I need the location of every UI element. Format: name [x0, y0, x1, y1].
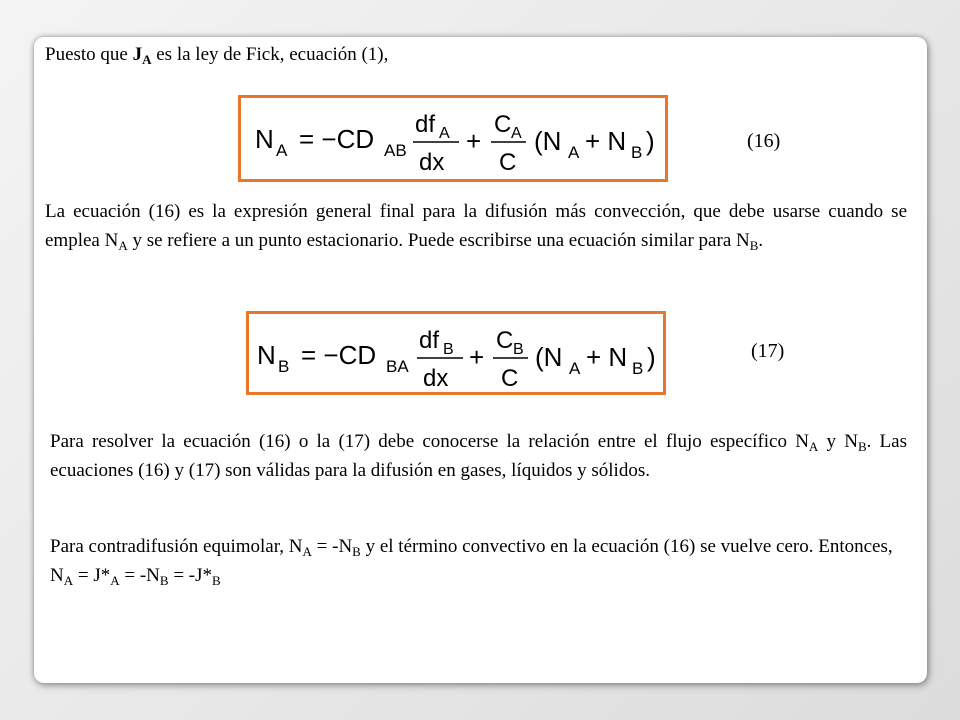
- eq17-frac1-num-sub: B: [443, 341, 454, 358]
- eq17-n2-sub: B: [632, 359, 644, 378]
- eq16-lhs: N: [255, 124, 274, 154]
- eq17-paren-close: ): [647, 342, 656, 372]
- eq17-lhs: N: [257, 340, 276, 370]
- eq16-n1-sub: A: [568, 143, 580, 162]
- eq17-lhs-sub: B: [278, 357, 290, 376]
- equation-17-number: (17): [751, 340, 785, 362]
- eq17-frac2-num-sub: B: [513, 341, 524, 358]
- eq16-frac2-den: C: [499, 149, 517, 176]
- equation-16-box: [238, 95, 668, 182]
- eq17-paren-open: (N: [535, 342, 563, 372]
- equation-16-number: (16): [747, 130, 781, 152]
- eq16-paren-close: ): [646, 126, 655, 156]
- eq17-d-sub: BA: [386, 357, 409, 376]
- paragraph-3: Para contradifusión equimolar, $N_A = -N_B$ y el término convectivo en la ecuación (16) se vuelve cero. Entonces, $N_A = J*_A = -N_B = -J*_B$: [50, 536, 893, 588]
- eq17-frac2-num: C: [496, 327, 514, 354]
- eq16-frac1-num-sub: A: [439, 125, 450, 142]
- eq16-paren-plus: + N: [585, 126, 627, 156]
- eq16-lhs-sub: A: [276, 141, 288, 160]
- eq17-n1-sub: A: [569, 359, 581, 378]
- eq16-paren-open: (N: [534, 126, 562, 156]
- eq17-frac1-den: dx: [423, 365, 449, 392]
- eq16-d-sub: AB: [384, 141, 407, 160]
- equation-16: [241, 98, 665, 179]
- eq17-frac1-num: df: [419, 327, 440, 354]
- equation-17-box: [246, 311, 666, 395]
- eq16-n2-sub: B: [631, 143, 643, 162]
- eq16-minus-cd: = −CD: [299, 124, 375, 154]
- eq16-frac1-den: dx: [419, 149, 445, 176]
- eq16-plus: +: [466, 126, 482, 156]
- eq17-frac2-den: C: [501, 365, 519, 392]
- eq16-frac2-num-sub: A: [511, 125, 522, 142]
- paragraph-2: Para resolver la ecuación (16) o la (17) debe conocerse la relación entre el flujo específico $N_A$ y $N_B$. Las ecuaciones (16) y (17) son válidas para la difusión en gases, líquidos y sólidos.: [50, 431, 907, 481]
- eq16-frac1-num: df: [415, 111, 436, 138]
- paragraph-1: La ecuación (16) es la expresión general final para la difusión más convección, que debe usarse cuando se emplea $N_A$ y se refiere a un punto estacionario. Puede escribirse una ecuación similar para $N_B$.: [45, 201, 907, 253]
- equation-17: [249, 314, 663, 392]
- eq17-paren-plus: + N: [586, 342, 628, 372]
- eq17-minus-cd: = −CD: [301, 340, 377, 370]
- eq17-plus: +: [469, 342, 485, 372]
- intro-line: Puesto que $J_A$ es la ley de Fick, ecuación (1),: [45, 44, 389, 67]
- eq16-frac2-num: C: [494, 111, 512, 138]
